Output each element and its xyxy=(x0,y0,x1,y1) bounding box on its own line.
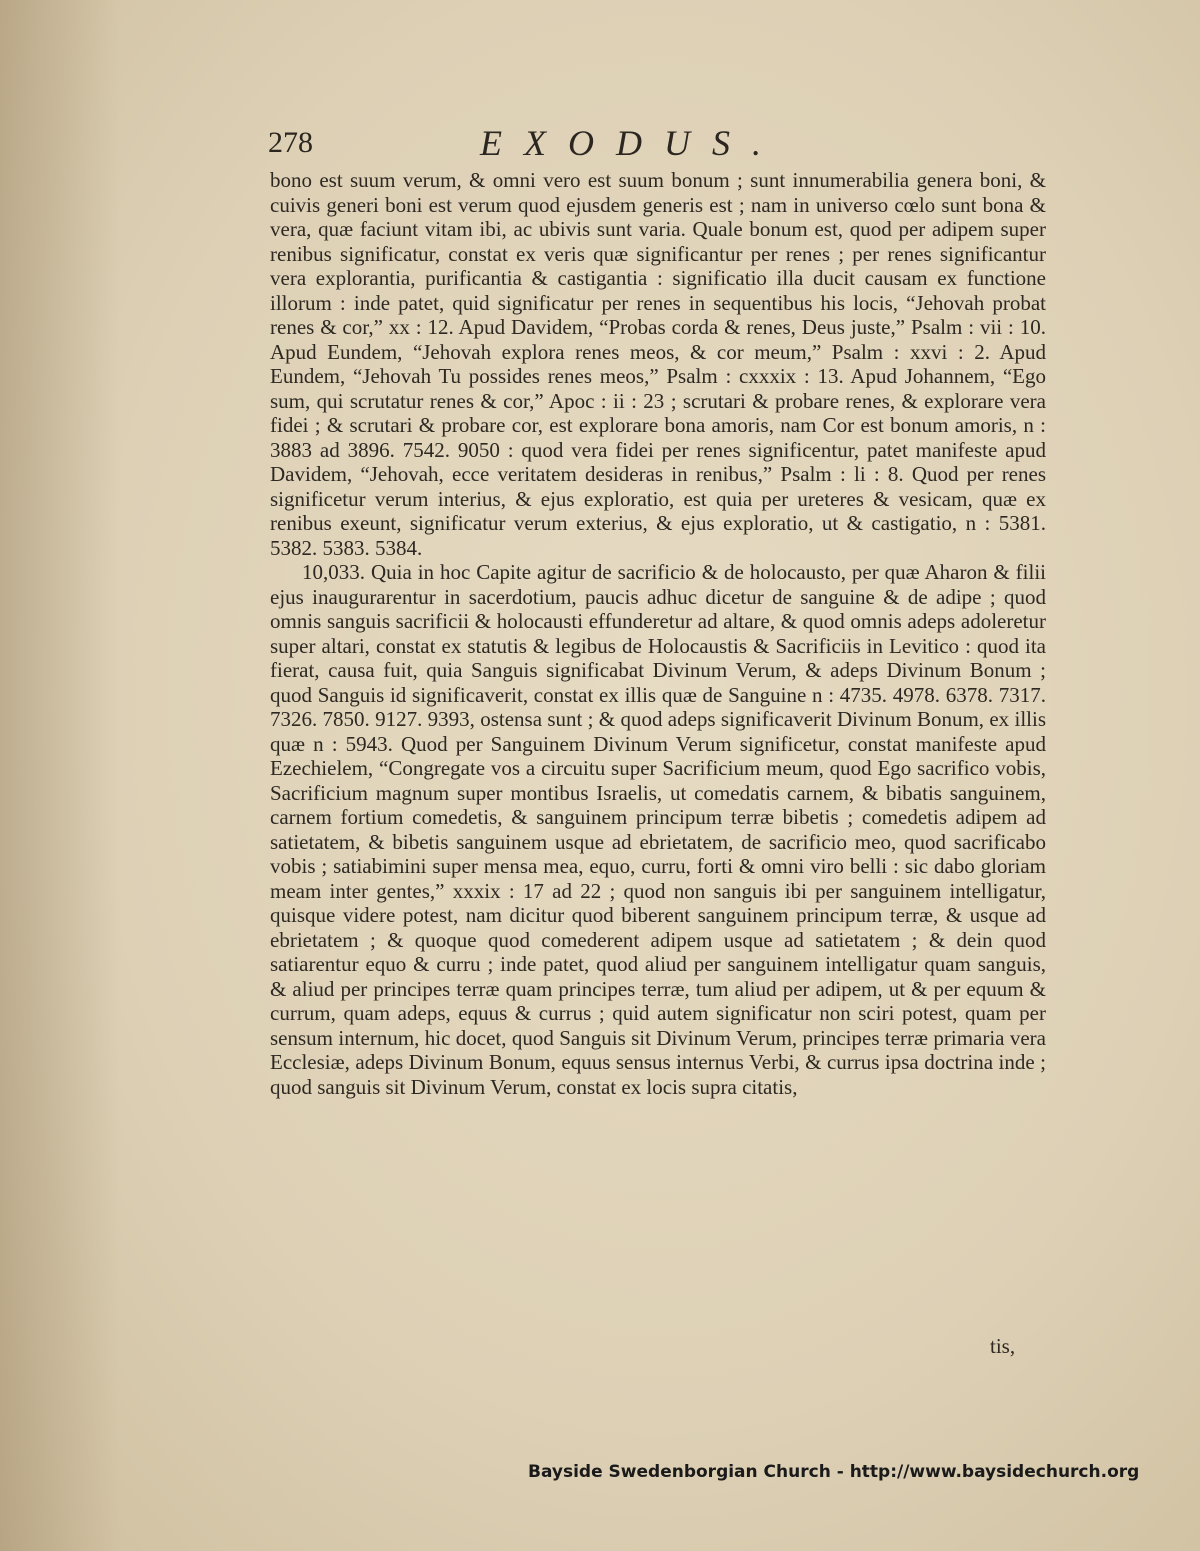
paragraph-10033: 10,033. Quia in hoc Capite agitur de sacrificio & de holocausto, per quæ Aharon & filii ejus inaugurarentur in sacerdotium, paucis adhuc dicetur de sanguine & de adipe ; quod omnis sanguis sacrificii & holocausti effunderetur ad altare, & quod omnis adeps adoleretur super altari, constat ex statutis & legibus de Holocaustis & Sacrificiis in Levitico : quod ita fierat, causa fuit, quia Sanguis significabat Divinum Verum, & adeps Divinum Bonum ; quod Sanguis id significaverit, constat ex illis quæ de Sanguine n : 4735. 4978. 6378. 7317. 7326. 7850. 9127. 9393, ostensa sunt ; & quod adeps significaverit Divinum Bonum, ex illis quæ n : 5943. Quod per Sanguinem Divinum Verum significetur, constat manifeste apud Ezechielem, “Congregate vos a circuitu super Sacrificium meum, quod Ego sacrifico vobis, Sacrificium magnum super montibus Israelis, ut comedatis carnem, & bibatis sanguinem, carnem fortium comedetis, & sanguinem principum terræ bibetis ; comedetis adipem ad satietatem, & bibetis sanguinem usque ad ebrietatem, de sacrificio meo, quod sacrificabo vobis ; satiabimini super mensa mea, equo, curru, forti & omni viro belli : sic dabo gloriam meam inter gentes,” xxxix : 17 ad 22 ; quod non sanguis ibi per sanguinem intelligatur, quisque videre potest, nam dicitur quod biberent sanguinem principum terræ, & usque ad ebrietatem ; & quoque quod comederent adipem usque ad satietatem ; & dein quod satiarentur equo & curru ; inde patet, quod aliud per sanguinem intelligatur quam sanguis, & aliud per principes terræ quam principes terræ, tum aliud per adipem, ut & per equum & currum, quam adeps, equus & currus ; quid autem significatur non sciri potest, quam per sensum internum, hic docet, quod Sanguis sit Divinum Verum, principes terræ primaria vera Ecclesiæ, adeps Divinum Bonum, equus sensus internus Verbi, & currus ipsa doctrina inde ; quod sanguis sit Divinum Verum, constat ex locis supra citatis, xyxy=(270,560,1046,1099)
running-title: EXODUS. xyxy=(480,123,783,163)
paragraph-continuation: bono est suum verum, & omni vero est suum bonum ; sunt innumerabilia genera boni, & cuivis generi boni est verum quod ejusdem generis est ; nam in universo cœlo sunt bona & vera, quæ faciunt vitam ibi, ac ubivis sunt varia. Quale bonum est, quod per adipem super renibus significatur, constat ex veris quæ significantur per renes ; per renes significantur vera explorantia, purificantia & castigantia : significatio illa ducit causam ex functione illorum : inde patet, quid significatur per renes in sequentibus his locis, “Jehovah probat renes & cor,” xx : 12. Apud Davidem, “Probas corda & renes, Deus juste,” Psalm : vii : 10. Apud Eundem, “Jehovah explora renes meos, & cor meum,” Psalm : xxvi : 2. Apud Eundem, “Jehovah Tu possides renes meos,” Psalm : cxxxix : 13. Apud Johannem, “Ego sum, qui scrutatur renes & cor,” Apoc : ii : 23 ; scrutari & probare renes, & explorare vera fidei ; & scrutari & probare cor, est explorare bona amoris, nam Cor est bonum amoris, n : 3883 ad 3896. 7542. 9050 : quod vera fidei per renes significentur, patet manifeste apud Davidem, “Jehovah, ecce veritatem desideras in renibus,” Psalm : li : 8. Quod per renes significetur verum interius, & ejus exploratio, est quia per ureteres & vesicam, quæ ex renibus exeunt, significatur verum exterius, & ejus exploratio, ut & castigatio, n : 5381. 5382. 5383. 5384. xyxy=(270,168,1046,560)
catchword: tis, xyxy=(990,1334,1016,1358)
page-number: 278 xyxy=(268,126,313,159)
footer-credit: Bayside Swedenborgian Church - http://www.baysidechurch.org xyxy=(528,1462,1140,1482)
body-text xyxy=(270,168,1046,1099)
page-header xyxy=(268,122,1058,170)
gutter-shadow xyxy=(0,0,120,1551)
